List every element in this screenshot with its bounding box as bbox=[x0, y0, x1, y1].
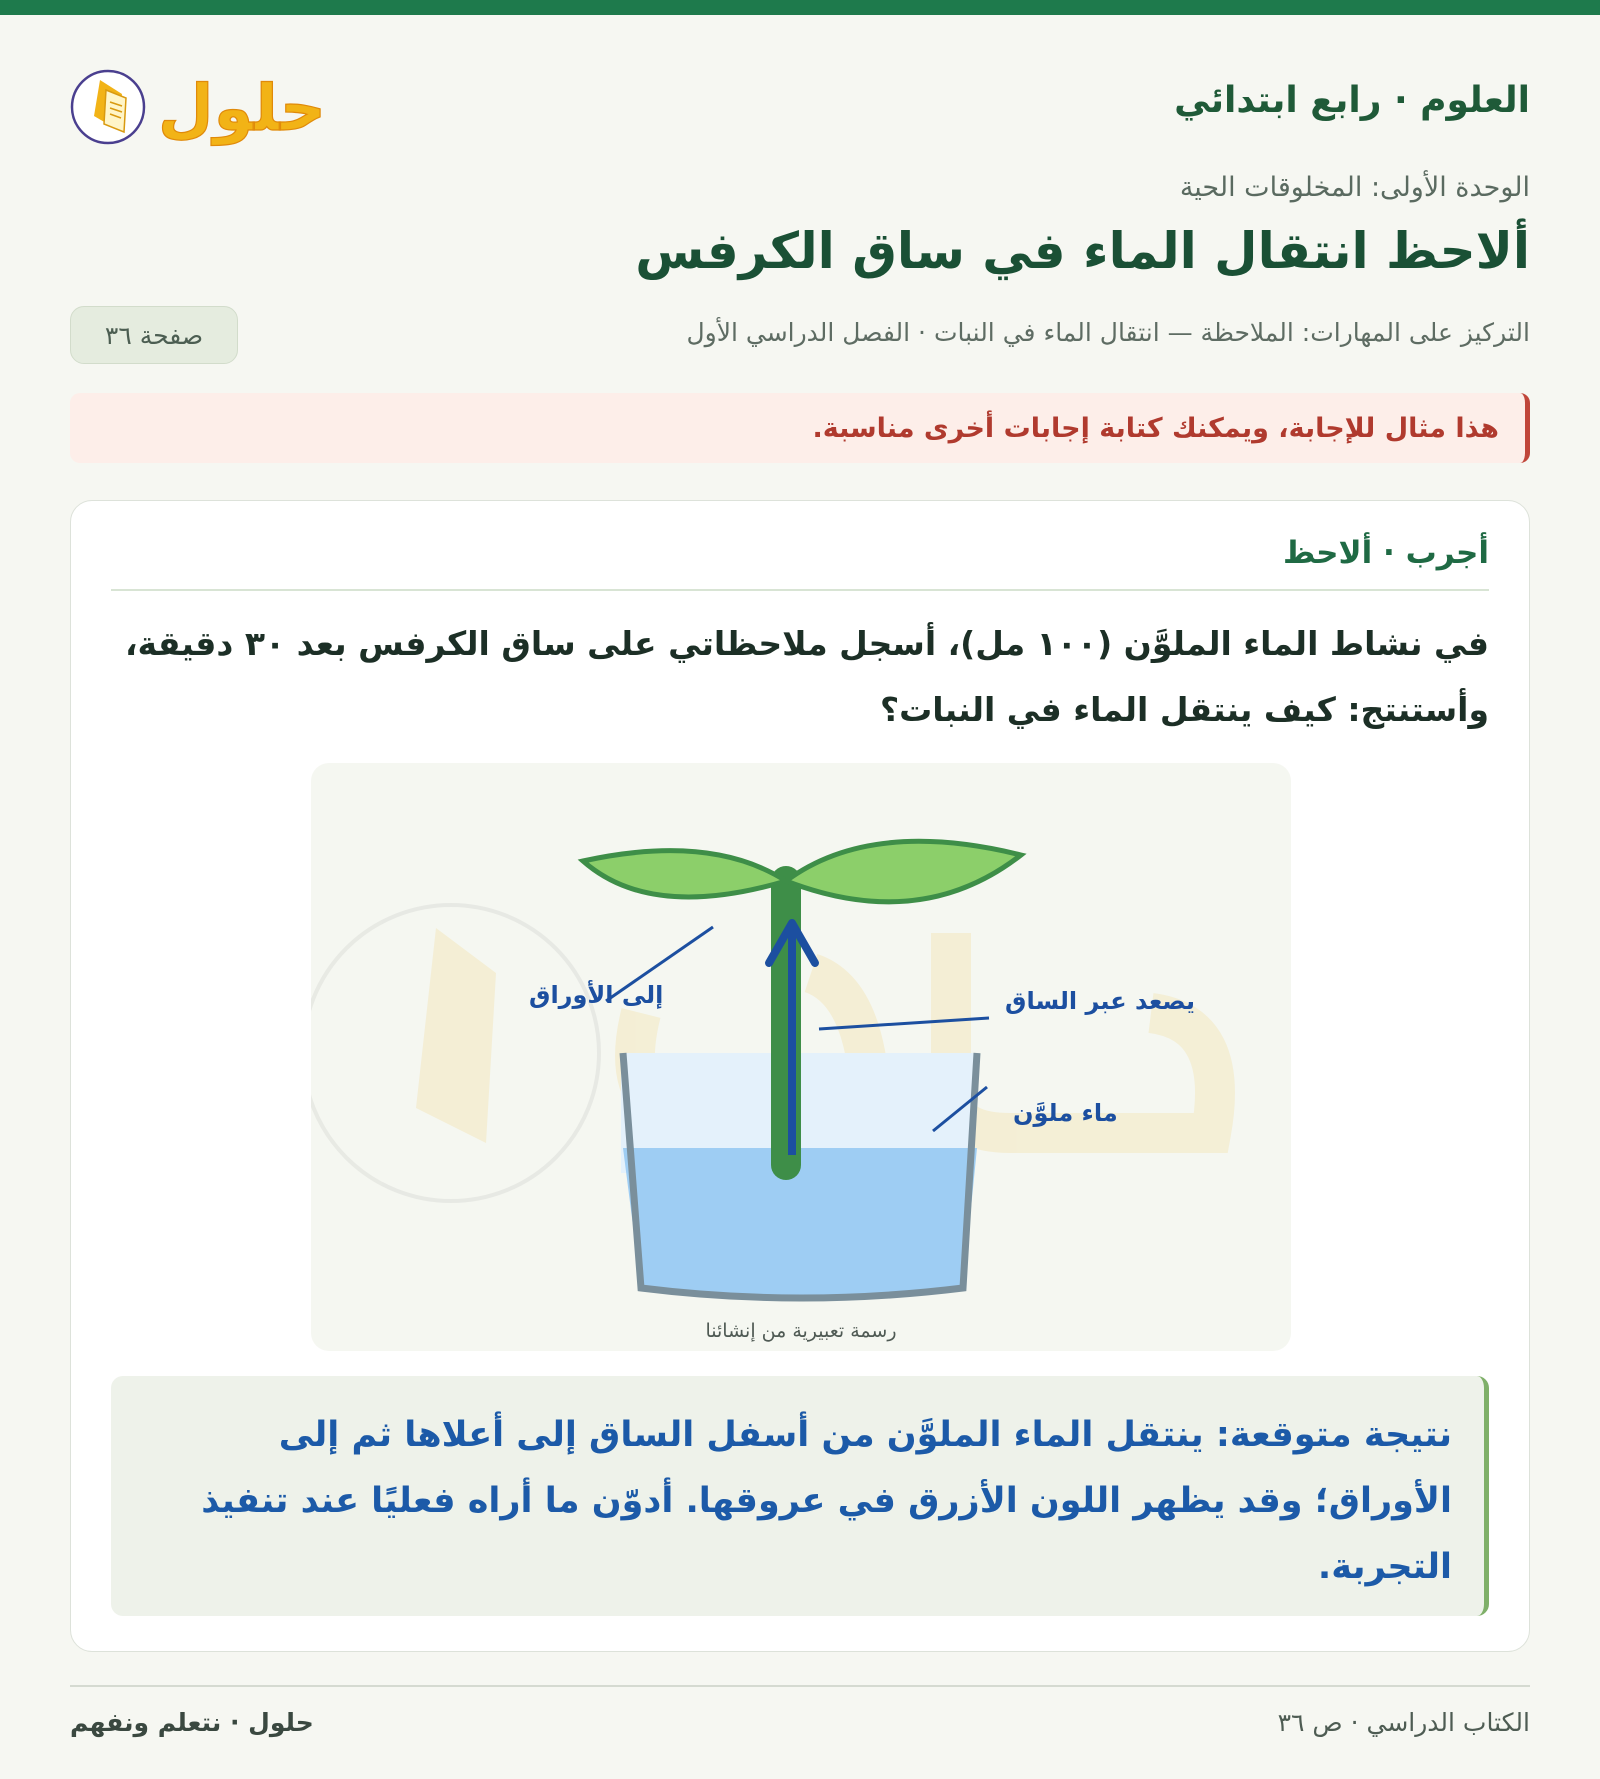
page-title: ألاحظ انتقال الماء في ساق الكرفس bbox=[635, 222, 1530, 280]
expected-answer-box: نتيجة متوقعة: ينتقل الماء الملوَّن من أسفل الساق إلى أعلاها ثم إلى الأوراق؛ وقد يظهر اللون الأزرق في عروقها. أدوّن ما أراه فعليًا عند تنفيذ التجربة. bbox=[111, 1376, 1489, 1616]
section-label: أجرب · ألاحظ bbox=[1282, 535, 1489, 571]
section-divider bbox=[111, 589, 1489, 591]
top-accent-bar bbox=[0, 0, 1600, 15]
unit-title: الوحدة الأولى: المخلوقات الحية bbox=[1179, 172, 1530, 203]
activity-question: في نشاط الماء الملوَّن (١٠٠ مل)، أسجل ملاحظاتي على ساق الكرفس بعد ٣٠ دقيقة، وأستنتج: كيف ينتقل الماء في النبات؟ bbox=[125, 624, 1489, 729]
logo-icon bbox=[70, 50, 340, 160]
page-header bbox=[70, 50, 1530, 160]
hulul-logo[interactable] bbox=[70, 50, 340, 160]
footer-brand: حلول · نتعلم ونفهم bbox=[70, 1708, 314, 1737]
label-rises-stem: يصعد عبر الساق bbox=[1005, 987, 1196, 1015]
label-colored-water: ماء ملوَّن bbox=[1013, 1099, 1118, 1127]
answer-example-notice: هذا مثال للإجابة، ويمكنك كتابة إجابات أخرى مناسبة. bbox=[70, 393, 1530, 463]
right-leaf bbox=[786, 841, 1021, 901]
illustration-caption: رسمة تعبيرية من إنشائنا bbox=[705, 1320, 897, 1342]
page-number-badge: صفحة ٣٦ bbox=[70, 306, 238, 364]
celery-diagram bbox=[311, 763, 1291, 1351]
footer-page-ref: الكتاب الدراسي · ص ٣٦ bbox=[1277, 1708, 1530, 1737]
label-to-leaves: إلى الأوراق bbox=[529, 981, 664, 1009]
celery-illustration bbox=[311, 763, 1291, 1351]
footer-divider bbox=[70, 1685, 1530, 1687]
colored-water bbox=[623, 1148, 977, 1298]
left-leaf bbox=[583, 851, 786, 897]
activity-card bbox=[70, 500, 1530, 1652]
skills-meta: التركيز على المهارات: الملاحظة — انتقال الماء في النبات · الفصل الدراسي الأول bbox=[686, 318, 1530, 347]
subject-grade: العلوم · رابع ابتدائي bbox=[1174, 80, 1530, 121]
logo-wordmark: حلول bbox=[158, 72, 326, 146]
